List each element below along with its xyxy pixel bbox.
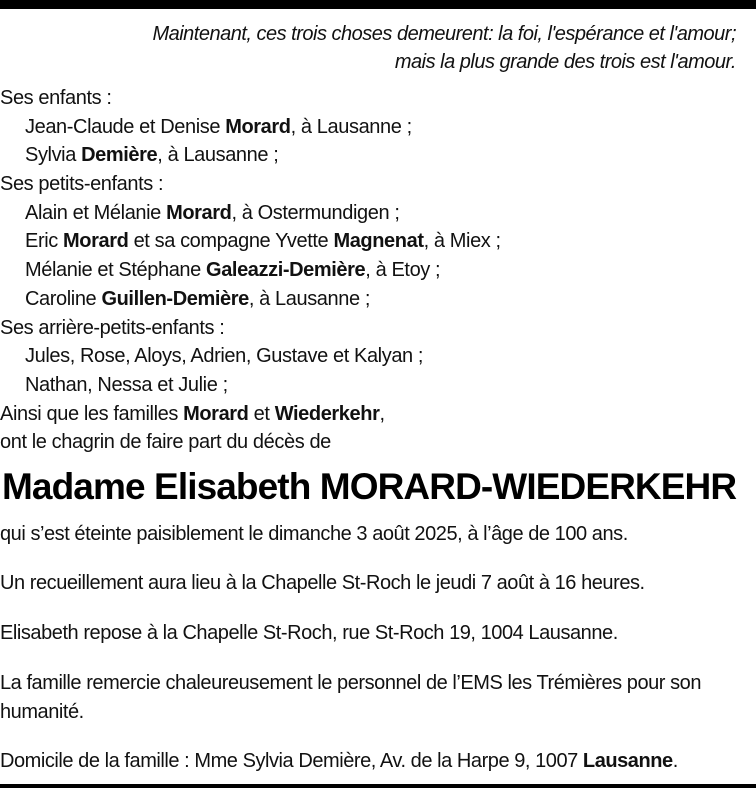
- quote-line: mais la plus grande des trois est l'amour.: [394, 51, 736, 73]
- member-text: , à Lausanne ;: [157, 144, 279, 167]
- family-member: [0, 227, 501, 256]
- member-surname: Wiederkehr: [274, 402, 380, 425]
- family-member: [0, 199, 501, 228]
- member-surname: Morard: [225, 115, 291, 138]
- member-text: Ainsi que les familles: [0, 402, 184, 425]
- bottom-rule: [0, 784, 756, 788]
- family-member: [0, 256, 501, 285]
- member-text: , à Lausanne ;: [290, 115, 412, 138]
- member-surname: Morard: [183, 402, 249, 425]
- member-text: Eric: [25, 230, 64, 253]
- family-member: Nathan, Nessa et Julie ;: [25, 373, 228, 396]
- other-families: [0, 400, 501, 429]
- great-grandchildren-heading: Ses arrière-petits-enfants :: [0, 316, 225, 339]
- family-member: [0, 285, 501, 314]
- member-text: Jean-Claude et Denise: [25, 115, 226, 138]
- member-surname: Magnenat: [333, 230, 424, 253]
- member-text: Mélanie et Stéphane: [25, 259, 207, 282]
- member-text: Sylvia: [25, 144, 82, 167]
- member-text: Caroline: [25, 287, 102, 310]
- gathering-paragraph: Un recueillement aura lieu à la Chapelle St-Roch le jeudi 7 août à 16 heures.: [0, 572, 645, 594]
- grandchildren-heading: Ses petits-enfants :: [0, 173, 164, 196]
- repose-paragraph: Elisabeth repose à la Chapelle St-Roch, rue St-Roch 19, 1004 Lausanne.: [0, 622, 618, 644]
- member-text: , à Miex ;: [423, 230, 501, 253]
- member-surname: Galeazzi-Demière: [206, 259, 366, 282]
- member-text: , à Etoy ;: [365, 259, 441, 282]
- deceased-name: Madame Elisabeth MORARD-WIEDERKEHR: [2, 466, 737, 507]
- address-text: .: [672, 750, 678, 772]
- member-surname: Morard: [166, 201, 232, 224]
- member-text: , à Ostermundigen ;: [231, 201, 400, 224]
- family-member: Jules, Rose, Aloys, Adrien, Gustave et Kalyan ;: [25, 345, 424, 368]
- thanks-paragraph: La famille remercie chaleureusement le personnel de l’EMS les Trémières pour son humanité.: [0, 672, 702, 723]
- death-paragraph: qui s’est éteinte paisiblement le dimanche 3 août 2025, à l’âge de 100 ans.: [0, 523, 628, 545]
- member-surname: Morard: [63, 230, 129, 253]
- family-list: [0, 84, 501, 457]
- address-city: Lausanne: [582, 750, 673, 772]
- member-text: et sa compagne Yvette: [128, 230, 334, 253]
- family-member: [0, 113, 501, 142]
- announcement-line: ont le chagrin de faire part du décès de: [0, 431, 331, 454]
- top-rule: [0, 0, 756, 9]
- children-heading: Ses enfants :: [0, 87, 112, 109]
- address-text: Domicile de la famille : Mme Sylvia Demière, Av. de la Harpe 9, 1007: [0, 750, 583, 772]
- member-surname: Guillen-Demière: [101, 287, 249, 310]
- member-text: , à Lausanne ;: [248, 287, 371, 310]
- address-paragraph: [0, 747, 756, 776]
- epigraph-quote: [36, 20, 736, 76]
- family-member: [0, 141, 501, 170]
- member-text: ,: [379, 402, 385, 425]
- member-text: et: [248, 402, 275, 425]
- member-text: Alain et Mélanie: [25, 201, 167, 224]
- quote-line: Maintenant, ces trois choses demeurent: la foi, l'espérance et l'amour;: [152, 23, 736, 45]
- member-surname: Demière: [81, 144, 158, 167]
